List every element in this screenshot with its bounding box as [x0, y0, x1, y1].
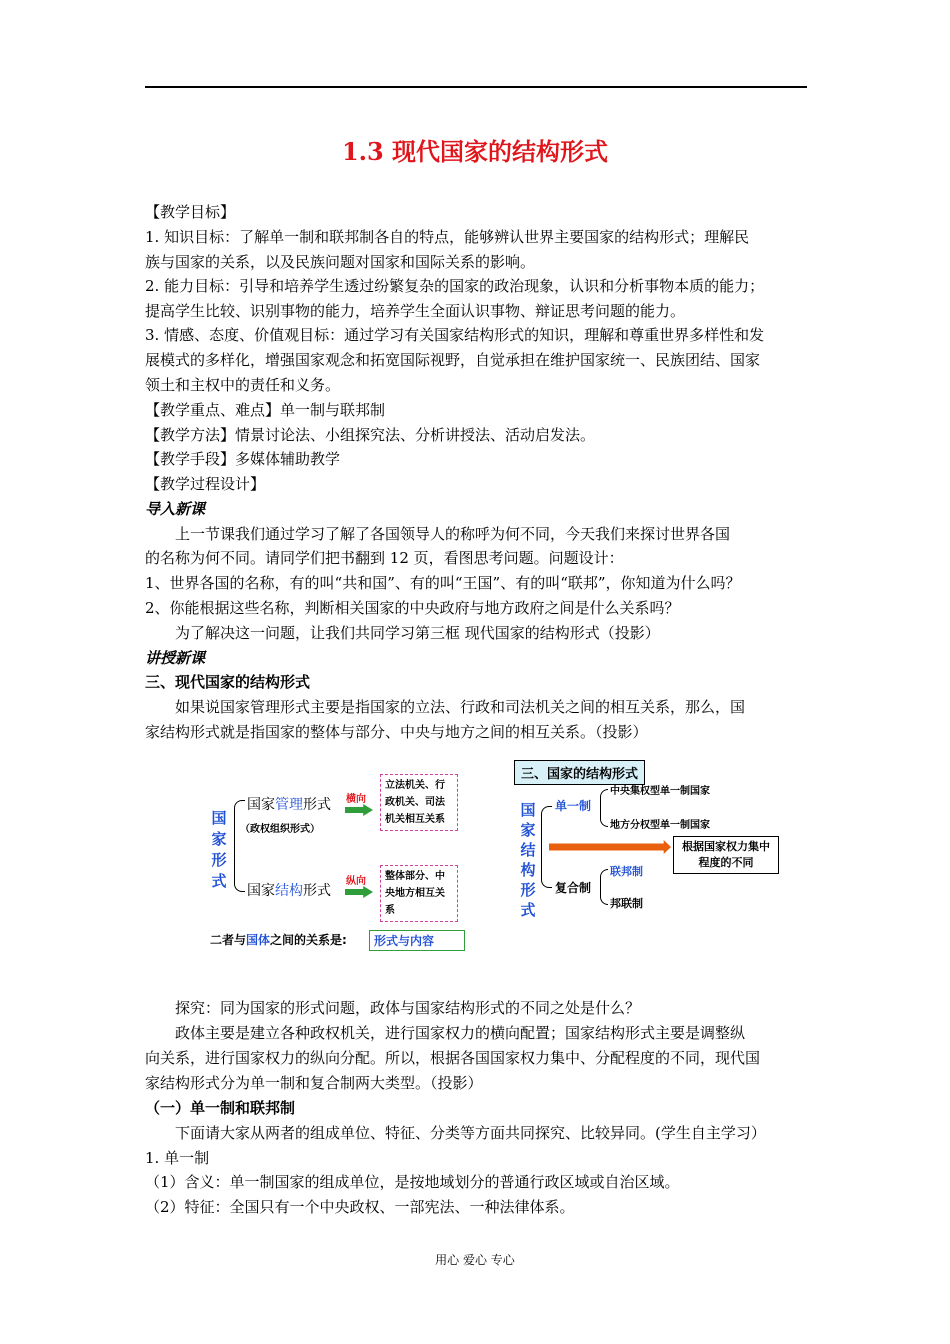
paragraph-line: 家结构形式就是指国家的整体与部分、中央与地方之间的相互关系。（投影） — [145, 723, 648, 741]
paragraph-line: 3. 情感、态度、价值观目标：通过学习有关国家结构形式的知识，理解和尊重世界多样性和发 — [145, 326, 765, 344]
paragraph-line: 领土和主权中的责任和义务。 — [145, 376, 341, 394]
paragraph-line: 1. 单一制 — [145, 1149, 210, 1167]
paragraph-line: （2）特征：全国只有一个中央政权、一部宪法、一种法律体系。 — [145, 1198, 575, 1216]
paragraph-line: 上一节课我们通过学习了解了各国领导人的称呼为何不同，今天我们来探讨世界各国 — [175, 525, 731, 543]
paragraph-line: （1）含义：单一制国家的组成单位，是按地域划分的普通行政区域或自治区域。 — [145, 1173, 680, 1191]
diagram2-federal: 联邦制 — [610, 865, 643, 878]
diagram2-composite-brace — [600, 869, 608, 905]
diagram1-bottom-arrow-label: 纵向 — [346, 876, 366, 887]
header-rule — [145, 86, 807, 88]
diagram2-unitary: 单一制 — [555, 799, 592, 813]
paragraph-line: 为了解决这一问题，让我们共同学习第三框 现代国家的结构形式（投影） — [175, 624, 660, 642]
section-heading: 【教学重点、难点】单一制与联邦制 — [145, 401, 386, 419]
diagram2-unitary-brace — [600, 789, 608, 827]
section-heading: 【教学过程设计】 — [145, 475, 266, 493]
arrow-right-icon — [345, 886, 373, 898]
diagram1-bottom-label: 国家结构形式 — [247, 883, 331, 899]
diagram1-bottom-box: 整体部分、中央地方相互关系 — [380, 865, 458, 922]
subsection-title: （一）单一制和联邦制 — [145, 1099, 296, 1117]
diagram1-top-note: （政权组织形式） — [240, 824, 320, 835]
section-heading: 【教学方法】情景讨论法、小组探究法、分析讲授法、活动启发法。 — [145, 426, 596, 444]
diagram1-vertical-label: 国家形式 — [211, 809, 227, 890]
paragraph-line: 下面请大家从两者的组成单位、特征、分类等方面共同探究、比较异同。(学生自主学习） — [175, 1124, 766, 1142]
arrow-right-icon — [549, 840, 671, 854]
paragraph-line: 族与国家的关系，以及民族问题对国家和国际关系的影响。 — [145, 253, 536, 271]
paragraph-line: 家结构形式分为单一制和复合制两大类型。（投影） — [145, 1074, 483, 1092]
page-footer: 用心 爱心 专心 — [435, 1253, 515, 1267]
subheading-intro: 导入新课 — [145, 500, 206, 518]
diagram2-header: 三、国家的结构形式 — [514, 760, 645, 785]
paragraph-line: 提高学生比较、识别事物的能力，培养学生全面认识事物、辩证思考问题的能力。 — [145, 302, 686, 320]
diagram1-relation-answer: 形式与内容 — [369, 930, 465, 951]
paragraph-line: 展模式的多样化，增强国家观念和拓宽国际视野，自觉承担在维护国家统一、民族团结、国家 — [145, 351, 761, 369]
section-title: 三、现代国家的结构形式 — [145, 673, 311, 691]
paragraph-line: 的名称为何不同。请同学们把书翻到 12 页，看图思考问题。问题设计： — [145, 549, 624, 567]
question-line: 1、世界各国的名称，有的叫“共和国”、有的叫“王国”、有的叫“联邦”，你知道为什么吗？ — [145, 574, 741, 592]
diagram2-vertical-label: 国家结构形式 — [520, 801, 536, 919]
page-title: 1.3 现代国家的结构形式 — [341, 137, 609, 166]
diagram2-unitary-b: 地方分权型单一制国家 — [610, 820, 710, 831]
diagram1-top-box: 立法机关、行政机关、司法机关相互关系 — [380, 774, 458, 831]
diagram2-unitary-a: 中央集权型单一制国家 — [610, 786, 710, 797]
diagram2-composite: 复合制 — [555, 881, 592, 895]
diagram2-result-box: 根据国家权力集中程度的不同 — [673, 836, 779, 874]
diagram1-relation: 二者与国体之间的关系是: — [210, 933, 347, 947]
section-heading: 【教学手段】多媒体辅助教学 — [145, 450, 341, 468]
section-heading: 【教学目标】 — [145, 203, 236, 221]
paragraph-line: 向关系，进行国家权力的纵向分配。所以，根据各国国家权力集中、分配程度的不同，现代国 — [145, 1049, 761, 1067]
question-line: 2、你能根据这些名称，判断相关国家的中央政府与地方政府之间是什么关系吗？ — [145, 599, 680, 617]
diagram1-top-arrow-label: 横向 — [346, 794, 366, 805]
arrow-right-icon — [345, 804, 373, 816]
diagram1-top-label: 国家管理形式 — [247, 797, 331, 813]
subheading-lecture: 讲授新课 — [145, 649, 206, 667]
paragraph-line: 1. 知识目标：了解单一制和联邦制各自的特点，能够辨认世界主要国家的结构形式；理解民 — [145, 228, 750, 246]
paragraph-line: 政体主要是建立各种政权机关，进行国家权力的横向配置；国家结构形式主要是调整纵 — [175, 1024, 746, 1042]
diagram2-confederal: 邦联制 — [610, 897, 643, 910]
diagram1-brace — [234, 800, 245, 892]
paragraph-line: 如果说国家管理形式主要是指国家的立法、行政和司法机关之间的相互关系，那么，国 — [175, 698, 746, 716]
paragraph-line: 探究：同为国家的形式问题，政体与国家结构形式的不同之处是什么？ — [175, 999, 641, 1017]
paragraph-line: 2. 能力目标：引导和培养学生透过纷繁复杂的国家的政治现象，认识和分析事物本质的能力； — [145, 277, 765, 295]
